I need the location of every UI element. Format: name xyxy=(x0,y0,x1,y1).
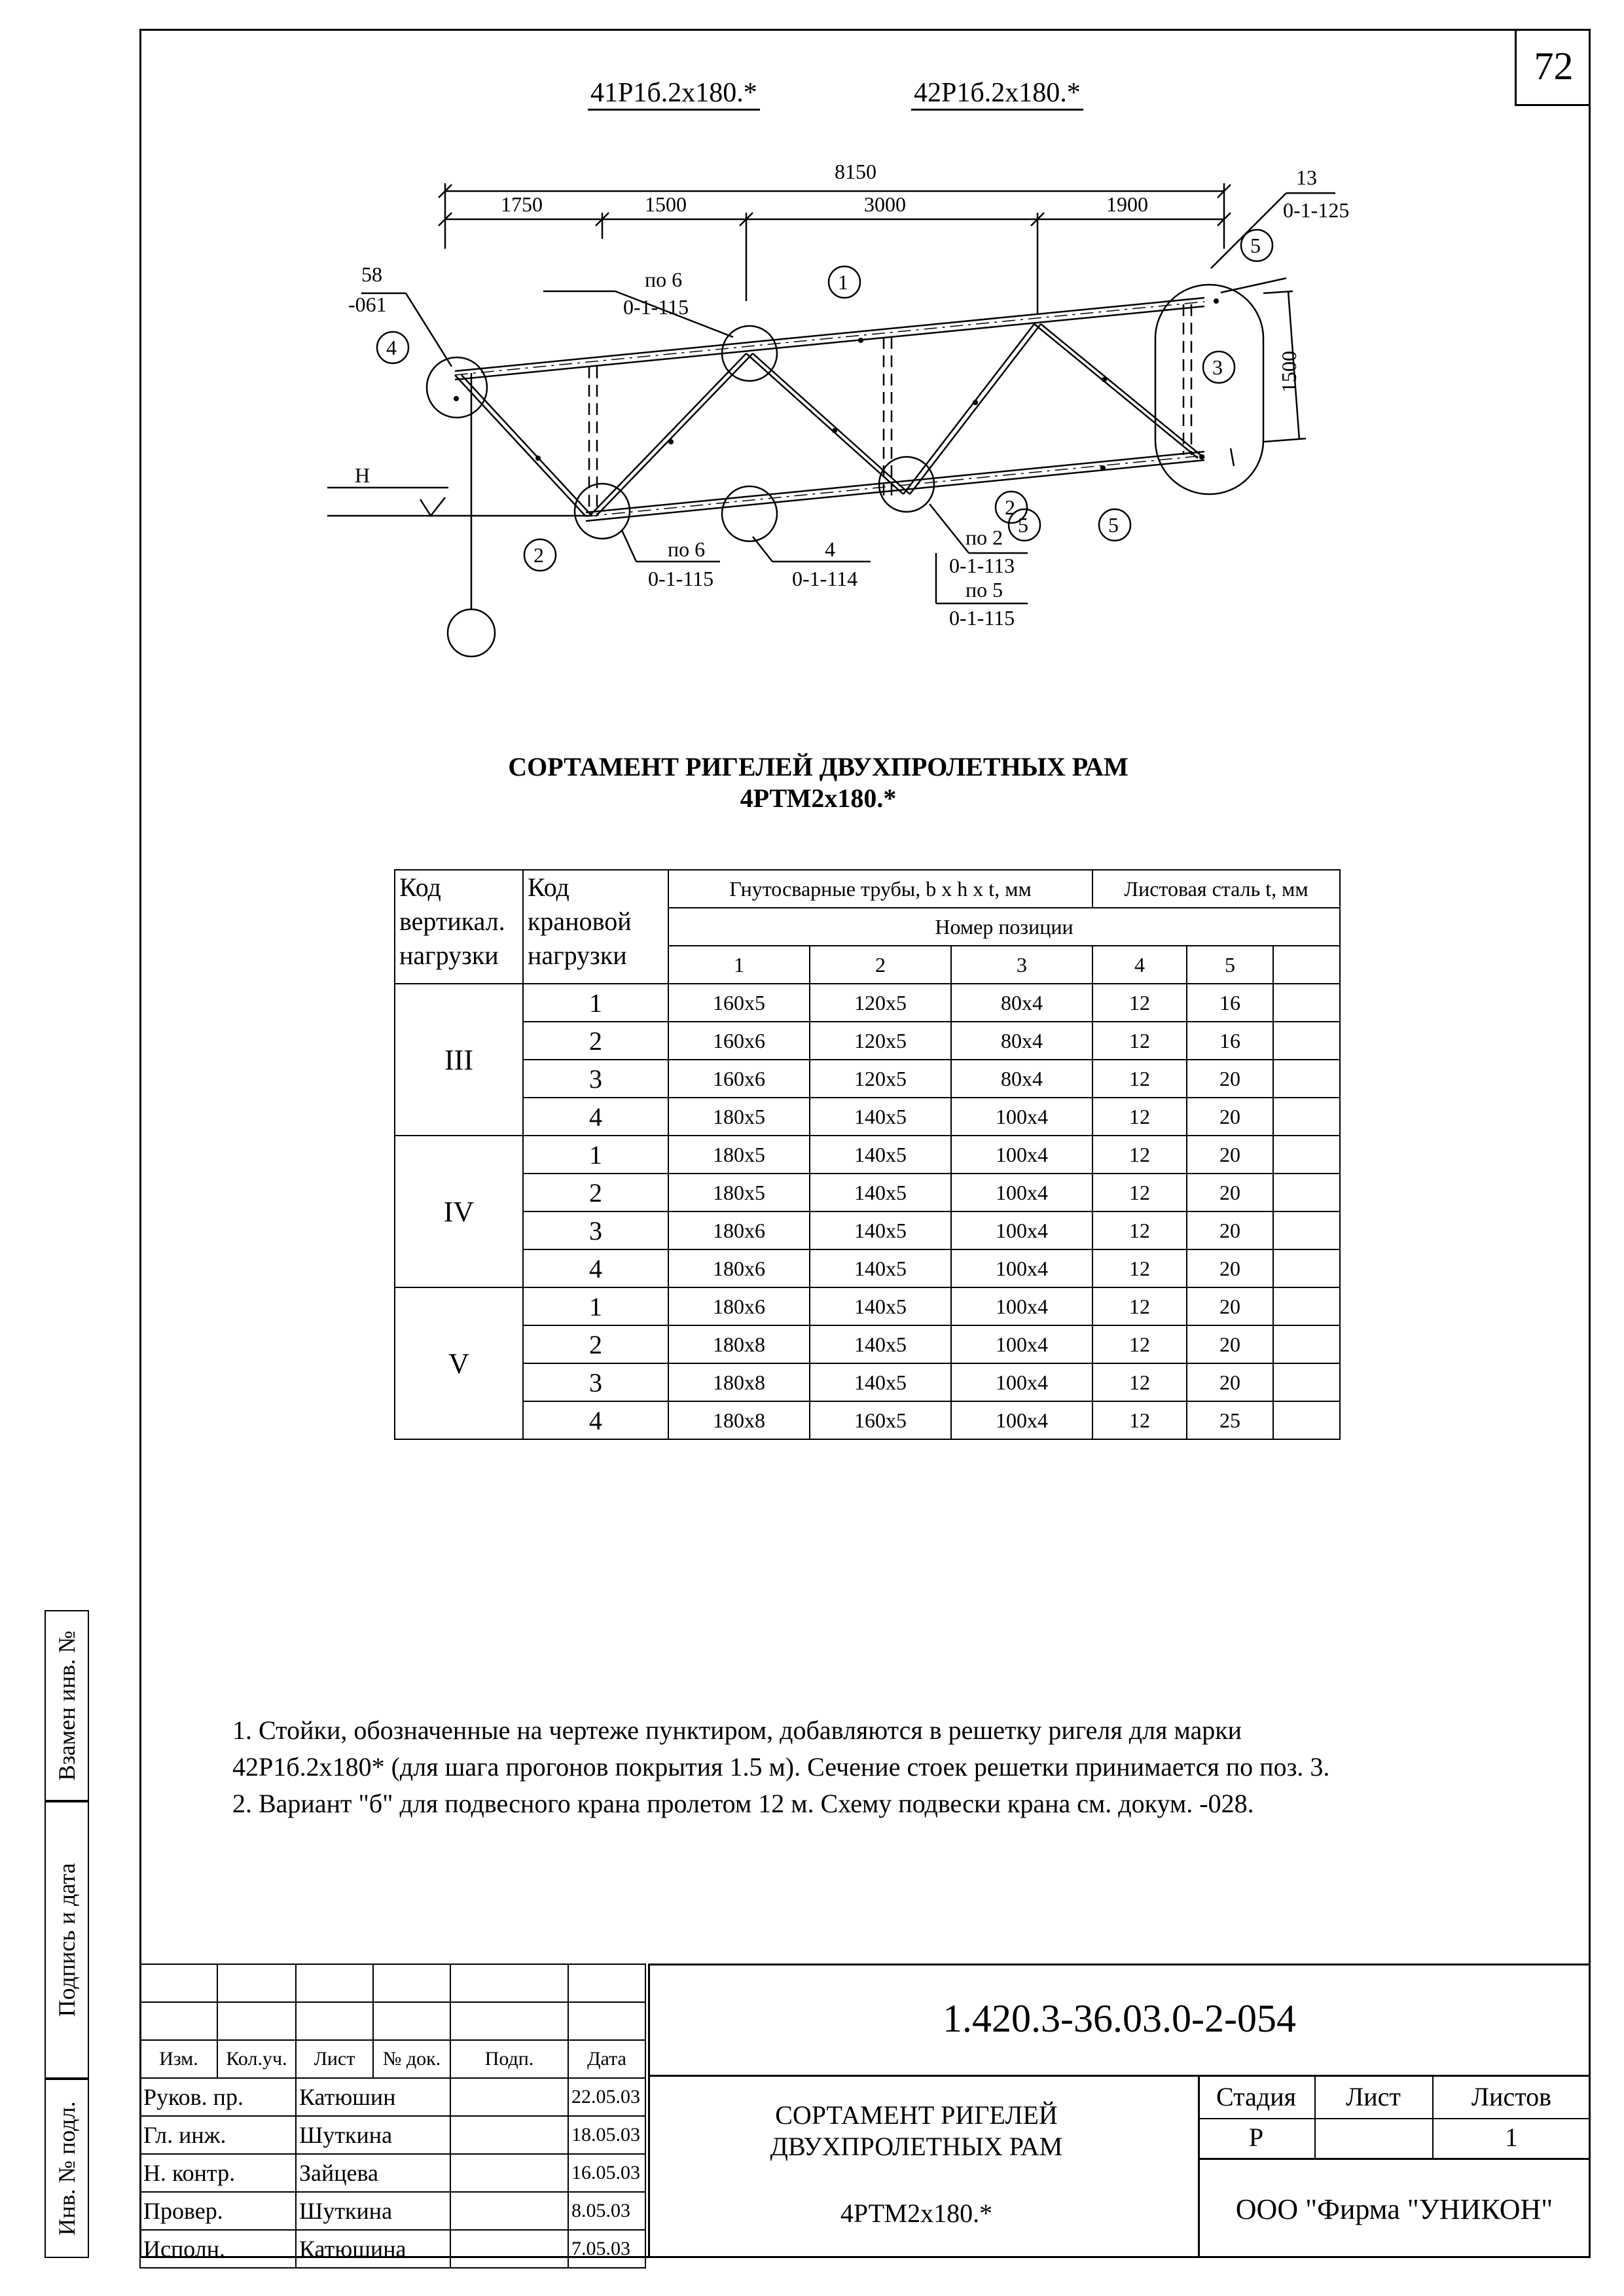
table-cell: 160x6 xyxy=(668,1022,810,1060)
ref-b2-code: 0-1-114 xyxy=(792,567,858,590)
empty-cell xyxy=(1273,1022,1340,1060)
crane-code-cell: 2 xyxy=(523,1174,668,1211)
crane-code-cell: 1 xyxy=(523,984,668,1022)
table-cell: 140x5 xyxy=(810,1363,951,1401)
table-cell: 20 xyxy=(1187,1287,1273,1325)
crane-code-cell: 2 xyxy=(523,1325,668,1363)
table-cell: 140x5 xyxy=(810,1136,951,1174)
empty-cell xyxy=(1273,1174,1340,1211)
pos-header-1: 1 xyxy=(668,946,810,984)
pos-header-2: 2 xyxy=(810,946,951,984)
ref-b3-code1: 0-1-113 xyxy=(949,554,1015,577)
stamp-grid xyxy=(139,1964,646,2269)
dim-2: 1500 xyxy=(645,192,687,216)
table-row xyxy=(395,1098,1340,1136)
stamp-date: 16.05.03 xyxy=(568,2154,645,2192)
table-cell: 140x5 xyxy=(810,1249,951,1287)
empty-cell xyxy=(1273,1363,1340,1401)
table-row xyxy=(395,1287,1340,1325)
empty-cell xyxy=(1273,1136,1340,1174)
stamp-person-row xyxy=(140,2078,645,2116)
title-block-divider xyxy=(648,2075,1591,2077)
dim-total: 8150 xyxy=(835,160,876,183)
table-cell: 20 xyxy=(1187,1211,1273,1249)
table-cell: 160x5 xyxy=(668,984,810,1022)
mark-2: 42Р1б.2х180.* xyxy=(911,77,1083,111)
table-cell: 12 xyxy=(1092,1249,1187,1287)
stamp-person-row xyxy=(140,2230,645,2268)
crane-code-cell: 4 xyxy=(523,1098,668,1136)
sheet-number: 72 xyxy=(1515,29,1591,106)
header-posnum: Номер позиции xyxy=(668,908,1340,946)
header-tubes: Гнутосварные трубы, b x h x t, мм xyxy=(668,870,1092,908)
sheets-header: Листов xyxy=(1471,2082,1552,2111)
table-cell: 12 xyxy=(1092,1098,1187,1136)
table-row xyxy=(395,1325,1340,1363)
empty-cell xyxy=(1273,1211,1340,1249)
empty-cell xyxy=(1273,984,1340,1022)
table-cell: 100x4 xyxy=(951,1211,1092,1249)
table-cell: 120x5 xyxy=(810,1060,951,1098)
ref-tl-code: -061 xyxy=(348,293,387,316)
pos-header-5: 5 xyxy=(1187,946,1273,984)
table-cell: 120x5 xyxy=(810,984,951,1022)
table-cell: 100x4 xyxy=(951,1098,1092,1136)
stamp-signature xyxy=(450,2230,568,2268)
stamp-signature xyxy=(450,2116,568,2154)
table-cell: 100x4 xyxy=(951,1249,1092,1287)
mark-1: 41Р1б.2х180.* xyxy=(588,77,760,111)
table-cell: 80x4 xyxy=(951,1060,1092,1098)
table-row xyxy=(395,984,1340,1022)
pad-cell xyxy=(1273,946,1340,984)
ref-b1-label: по 6 xyxy=(668,537,706,561)
stamp-col-header: Изм. xyxy=(140,2040,217,2078)
table-row xyxy=(395,1401,1340,1439)
table-cell: 180x6 xyxy=(668,1211,810,1249)
pos-header-3: 3 xyxy=(951,946,1092,984)
stamp-signature xyxy=(450,2192,568,2230)
table-cell: 20 xyxy=(1187,1098,1273,1136)
table-cell: 100x4 xyxy=(951,1174,1092,1211)
table-cell: 16 xyxy=(1187,984,1273,1022)
table-cell: 100x4 xyxy=(951,1325,1092,1363)
ref-b1-code: 0-1-115 xyxy=(648,567,714,590)
table-row xyxy=(395,1060,1340,1098)
pos-2a: 2 xyxy=(533,543,544,567)
doc-code: 1.420.3-36.03.0-2-054 xyxy=(943,1997,1296,2040)
stamp-role: Провер. xyxy=(140,2192,296,2230)
dim-3: 3000 xyxy=(864,192,906,216)
ref-b2-label: 4 xyxy=(825,537,835,561)
table-cell: 12 xyxy=(1092,1174,1187,1211)
tb-hline xyxy=(1198,2158,1591,2160)
side-label-replaced: Взамен инв. № xyxy=(45,1610,89,1801)
table-cell: 140x5 xyxy=(810,1287,951,1325)
table-cell: 12 xyxy=(1092,1060,1187,1098)
table-cell: 180x6 xyxy=(668,1287,810,1325)
empty-cell xyxy=(1273,1325,1340,1363)
stamp-role: Руков. пр. xyxy=(140,2078,296,2116)
organization: ООО "Фирма "УНИКОН" xyxy=(1235,2193,1553,2225)
table-cell: 20 xyxy=(1187,1363,1273,1401)
table-cell: 140x5 xyxy=(810,1174,951,1211)
table-cell: 100x4 xyxy=(951,1401,1092,1439)
crane-code-cell: 3 xyxy=(523,1060,668,1098)
table-cell: 25 xyxy=(1187,1401,1273,1439)
empty-cell xyxy=(1273,1287,1340,1325)
table-cell: 100x4 xyxy=(951,1287,1092,1325)
table-cell: 20 xyxy=(1187,1060,1273,1098)
table-cell: 20 xyxy=(1187,1136,1273,1174)
crane-code-cell: 3 xyxy=(523,1363,668,1401)
table-row xyxy=(395,1363,1340,1401)
pos-2b: 2 xyxy=(1005,495,1015,519)
table-cell: 20 xyxy=(1187,1249,1273,1287)
stamp-col-header: Лист xyxy=(296,2040,373,2078)
stamp-col-header: № док. xyxy=(373,2040,450,2078)
table-cell: 180x5 xyxy=(668,1174,810,1211)
header-vert-code: Код вертикал. нагрузки xyxy=(395,870,523,984)
table-cell: 100x4 xyxy=(951,1363,1092,1401)
crane-code-cell: 4 xyxy=(523,1401,668,1439)
pos-header-4: 4 xyxy=(1092,946,1187,984)
stamp-col-header: Дата xyxy=(568,2040,645,2078)
note-line: 2. Вариант "б" для подвесного крана пролетом 12 м. Схему подвески крана см. докум. -028. xyxy=(232,1789,1254,1818)
table-cell: 180x8 xyxy=(668,1325,810,1363)
stage-value: Р xyxy=(1248,2123,1264,2152)
notes xyxy=(232,1712,1329,1822)
stamp-person-row xyxy=(140,2154,645,2192)
empty-cell xyxy=(1273,1098,1340,1136)
table-cell: 12 xyxy=(1092,1401,1187,1439)
table-cell: 20 xyxy=(1187,1325,1273,1363)
table-cell: 80x4 xyxy=(951,1022,1092,1060)
stamp-name: Зайцева xyxy=(296,2154,450,2192)
vert-code-cell: V xyxy=(395,1287,523,1439)
stamp-name: Шуткина xyxy=(296,2192,450,2230)
stamp-date: 22.05.03 xyxy=(568,2078,645,2116)
ref-b3-code2: 0-1-115 xyxy=(949,606,1015,630)
doc-title-1: СОРТАМЕНТ РИГЕЛЕЙ xyxy=(775,2100,1058,2130)
table-row xyxy=(395,1249,1340,1287)
dim-4: 1900 xyxy=(1106,192,1148,216)
table-row xyxy=(395,1022,1340,1060)
table-cell: 180x5 xyxy=(668,1098,810,1136)
table-cell: 12 xyxy=(1092,1136,1187,1174)
doc-mark: 4РТМ2х180.* xyxy=(840,2198,993,2228)
dim-1: 1750 xyxy=(501,192,543,216)
doc-title-2: ДВУХПРОЛЕТНЫХ РАМ xyxy=(770,2132,1063,2161)
header-sheet: Листовая сталь t, мм xyxy=(1092,870,1340,908)
pos-5a: 5 xyxy=(1018,513,1028,537)
table-cell: 12 xyxy=(1092,1363,1187,1401)
note-line: 42Р1б.2х180* (для шага прогонов покрытия 1.5 м). Сечение стоек решетки принимается по поз. 3. xyxy=(232,1752,1330,1782)
ref-mid-code: 0-1-115 xyxy=(623,295,689,319)
crane-code-cell: 1 xyxy=(523,1287,668,1325)
stamp-date: 18.05.03 xyxy=(568,2116,645,2154)
table-cell: 180x8 xyxy=(668,1401,810,1439)
table-cell: 160x5 xyxy=(810,1401,951,1439)
table-cell: 180x8 xyxy=(668,1363,810,1401)
pos-3: 3 xyxy=(1212,355,1223,379)
table-title-line1: СОРТАМЕНТ РИГЕЛЕЙ ДВУХПРОЛЕТНЫХ РАМ xyxy=(508,752,1128,781)
stamp-name: Катюшина xyxy=(296,2230,450,2268)
ref-tr-code: 0-1-125 xyxy=(1283,198,1350,222)
vert-code-cell: IV xyxy=(395,1136,523,1287)
stamp-col-header: Подп. xyxy=(450,2040,568,2078)
table-cell: 16 xyxy=(1187,1022,1273,1060)
dim-5: 1500 xyxy=(1277,351,1301,393)
pos-4a: 4 xyxy=(386,336,397,359)
pos-5c: 5 xyxy=(1108,513,1119,537)
table-cell: 120x5 xyxy=(810,1022,951,1060)
stamp-date: 7.05.03 xyxy=(568,2230,645,2268)
empty-cell xyxy=(1273,1249,1340,1287)
stamp-name: Шуткина xyxy=(296,2116,450,2154)
ref-mid-label: по 6 xyxy=(645,268,683,291)
table-cell: 80x4 xyxy=(951,984,1092,1022)
ref-tr-num: 13 xyxy=(1296,166,1317,189)
stamp-person-row xyxy=(140,2192,645,2230)
h-label: Н xyxy=(355,463,370,487)
ref-b3-label2: по 5 xyxy=(965,578,1003,601)
stamp-signature xyxy=(450,2154,568,2192)
table-cell: 12 xyxy=(1092,1022,1187,1060)
table-cell: 12 xyxy=(1092,1211,1187,1249)
stamp-name: Катюшин xyxy=(296,2078,450,2116)
table-cell: 100x4 xyxy=(951,1136,1092,1174)
table-cell: 12 xyxy=(1092,984,1187,1022)
table-row xyxy=(395,1136,1340,1174)
table-cell: 140x5 xyxy=(810,1211,951,1249)
vert-code-cell: III xyxy=(395,984,523,1136)
sheets-value: 1 xyxy=(1505,2123,1518,2152)
table-cell: 180x5 xyxy=(668,1136,810,1174)
stamp-role: Н. контр. xyxy=(140,2154,296,2192)
stage-header: Стадия xyxy=(1216,2082,1297,2111)
empty-cell xyxy=(1273,1060,1340,1098)
stamp-role: Исполн. xyxy=(140,2230,296,2268)
table-cell: 180x6 xyxy=(668,1249,810,1287)
table-cell: 140x5 xyxy=(810,1325,951,1363)
table-cell: 12 xyxy=(1092,1287,1187,1325)
stamp-date: 8.05.03 xyxy=(568,2192,645,2230)
crane-code-cell: 4 xyxy=(523,1249,668,1287)
pos-5b: 5 xyxy=(1250,234,1261,257)
table-cell: 160x6 xyxy=(668,1060,810,1098)
ref-b3-label1: по 2 xyxy=(965,526,1003,549)
crane-code-cell: 3 xyxy=(523,1211,668,1249)
stamp-person-row xyxy=(140,2116,645,2154)
table-row xyxy=(395,1174,1340,1211)
sheet-header: Лист xyxy=(1346,2082,1401,2111)
crane-code-cell: 1 xyxy=(523,1136,668,1174)
table-row xyxy=(395,1211,1340,1249)
stamp-role: Гл. инж. xyxy=(140,2116,296,2154)
truss-drawing xyxy=(314,157,1350,674)
side-label-inventory: Инв. № подл. xyxy=(45,2079,89,2258)
sortament-table xyxy=(394,869,1341,1440)
table-cell: 140x5 xyxy=(810,1098,951,1136)
side-label-signature: Подпись и дата xyxy=(45,1801,89,2079)
table-cell: 20 xyxy=(1187,1174,1273,1211)
crane-code-cell: 2 xyxy=(523,1022,668,1060)
empty-cell xyxy=(1273,1401,1340,1439)
stamp-col-header: Кол.уч. xyxy=(217,2040,296,2078)
pos-1: 1 xyxy=(838,270,848,294)
note-line: 1. Стойки, обозначенные на чертеже пунктиром, добавляются в решетку ригеля для марки xyxy=(232,1715,1242,1745)
header-crane-code: Код крановой нагрузки xyxy=(523,870,668,984)
ref-tl-num: 58 xyxy=(361,262,382,286)
tb-hline2 xyxy=(1198,2118,1591,2119)
table-cell: 12 xyxy=(1092,1325,1187,1363)
stamp-signature xyxy=(450,2078,568,2116)
table-title-line2: 4РТМ2х180.* xyxy=(740,783,897,813)
